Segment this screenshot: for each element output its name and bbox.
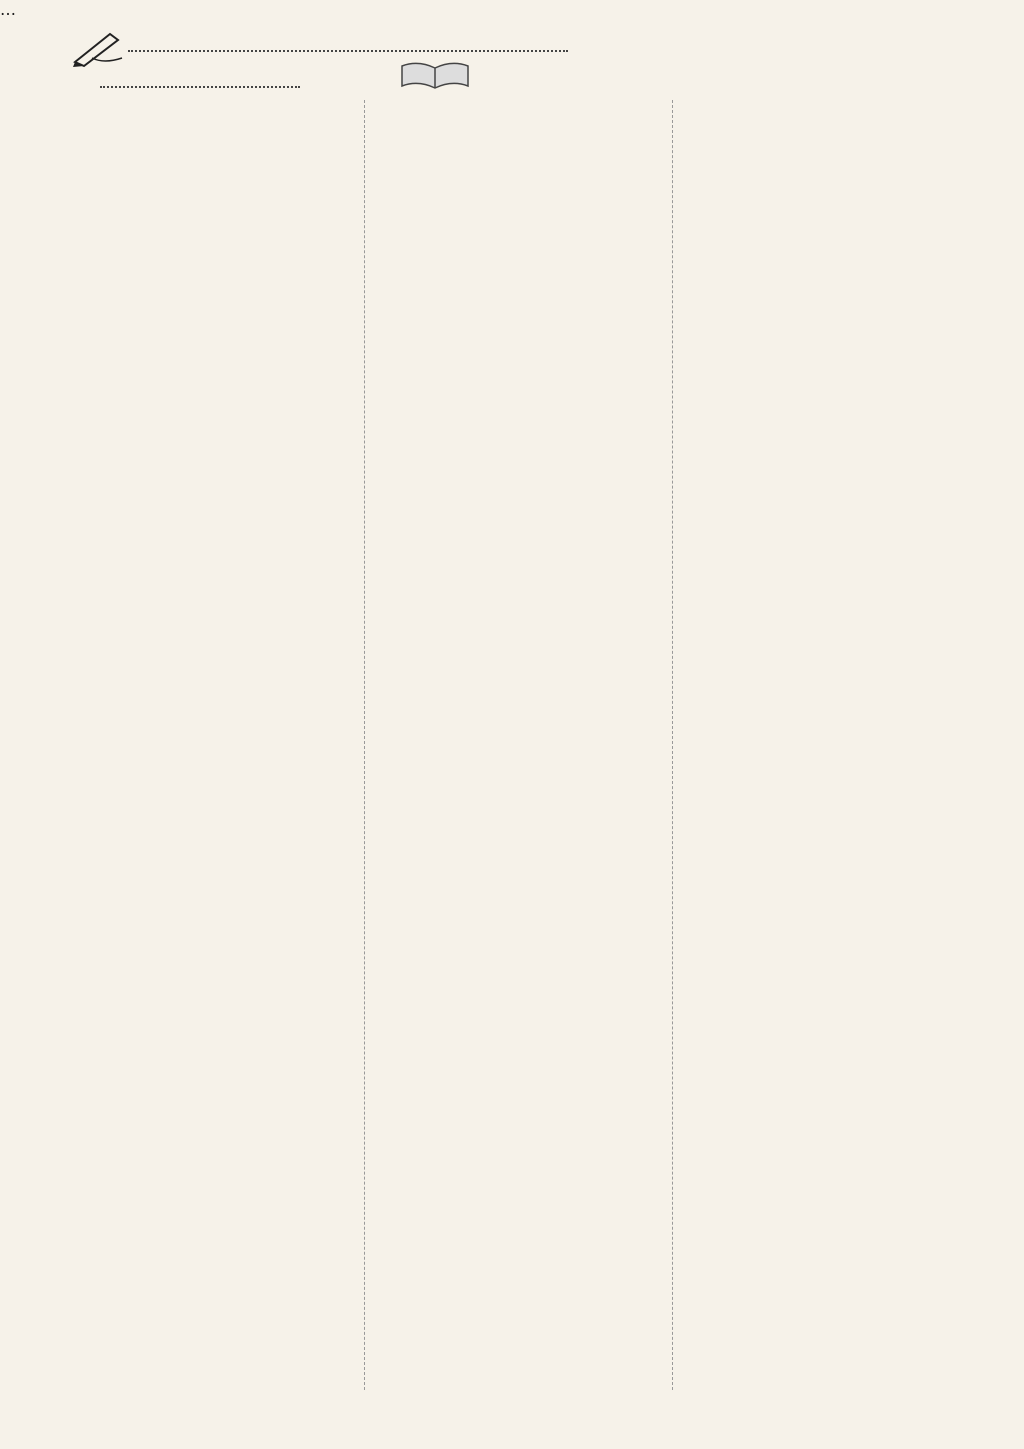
page-header xyxy=(0,0,1024,96)
header-dotted-rule-lower xyxy=(100,86,300,88)
answer-column-right xyxy=(688,100,964,110)
column-divider xyxy=(672,100,673,1390)
column-divider xyxy=(364,100,365,1390)
pen-logo-icon xyxy=(70,28,130,68)
open-book-icon xyxy=(400,58,470,90)
header-dotted-rule xyxy=(128,50,568,52)
